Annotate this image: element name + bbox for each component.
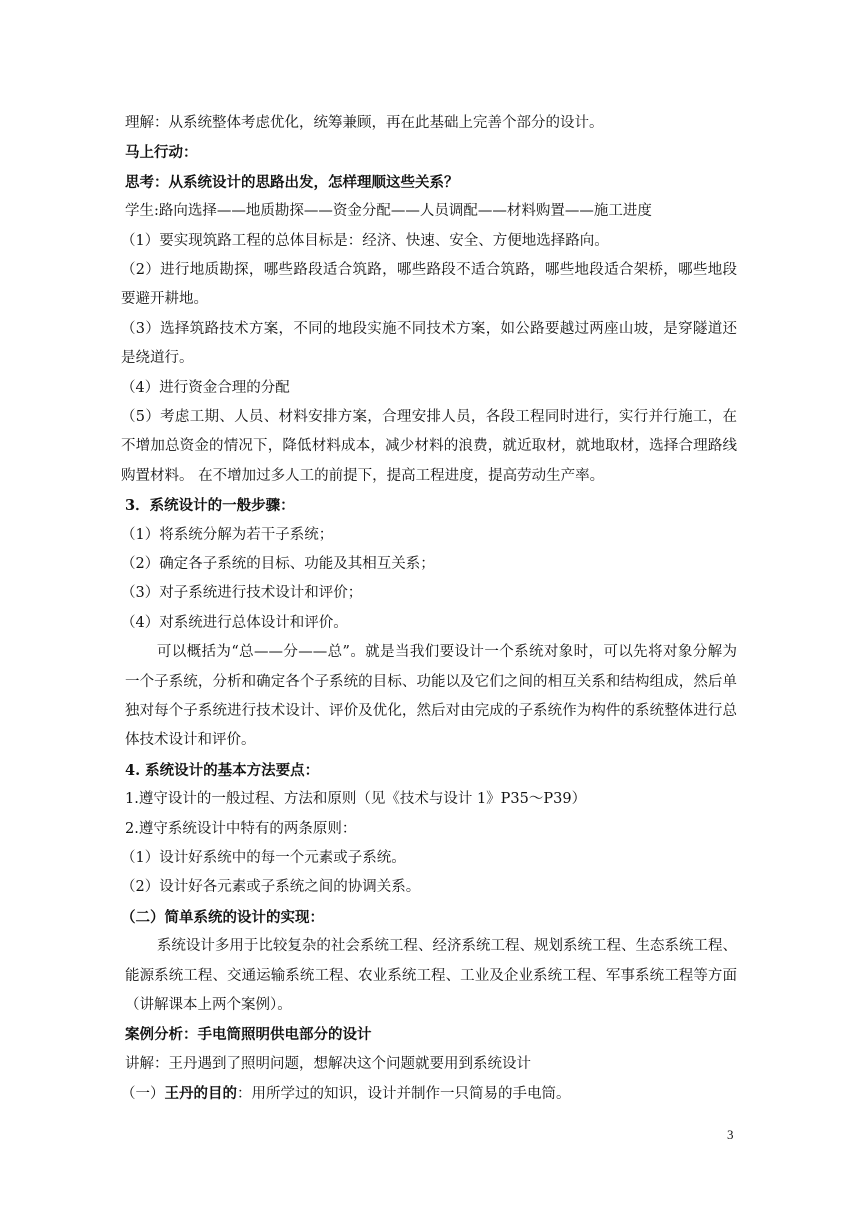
list-item: （4）进行资金合理的分配 xyxy=(121,379,290,396)
application-paragraph: 系统设计多用于比较复杂的社会系统工程、经济系统工程、规划系统工程、生态系统工程、能源系统工程、交通运输系统工程、农业系统工程、工业及企业系统工程、军事系统工程等方面（讲解课本上两个案例）。 xyxy=(125,938,737,1013)
subsection-heading: （二）简单系统的设计的实现： xyxy=(121,908,324,926)
goal-prefix: （一） xyxy=(121,1086,165,1103)
list-item: （5）考虑工期、人员、材料安排方案，合理安排人员，各段工程同时进行，实行并行施工，在不增加总资金的情况下，降低材料成本，减少材料的浪费，就近取材，就地取材，选择合理路线购置材料。 在不增加过多人工的前提下，提高工程进度，提高劳动生产率。 xyxy=(121,408,737,484)
document-body xyxy=(121,109,737,1109)
act-now-heading: 马上行动： xyxy=(125,144,198,162)
principle-item: （1）设计好系统中的每一个元素或子系统。 xyxy=(121,849,406,866)
case-analysis-heading: 案例分析：手电筒照明供电部分的设计 xyxy=(125,1026,372,1044)
principle-item: （2）设计好各元素或子系统之间的协调关系。 xyxy=(121,879,421,896)
step-item: （2）确定各子系统的目标、功能及其相互关系； xyxy=(121,555,435,572)
understanding-paragraph: 理解：从系统整体考虑优化，统筹兼顾，再在此基础上完善个部分的设计。 xyxy=(125,115,604,131)
student-flow-line: 学生:路向选择——地质勘探——资金分配——人员调配——材料购置——施工进度 xyxy=(125,203,652,220)
list-item: （3）选择筑路技术方案，不同的地段实施不同技术方案，如公路要越过两座山坡，是穿隧道还是绕道行。 xyxy=(121,320,737,367)
list-item: （1）要实现筑路工程的总体目标是：经济、快速、安全、方便地选择路向。 xyxy=(121,232,609,249)
method-point: 2.遵守系统设计中特有的两条原则： xyxy=(125,820,357,837)
goal-line xyxy=(121,1079,737,1108)
summary-paragraph: 可以概括为“总——分——总”。就是当我们要设计一个系统对象时，可以先将对象分解为一个子系统，分析和确定各个子系统的目标、功能以及它们之间的相互关系和结构组成，然后单独对每个子系统进行技术设计、评价及优化，然后对由完成的子系统作为构件的系统整体进行总体技术设计和评价。 xyxy=(125,644,737,749)
explanation-line: 讲解：王丹遇到了照明问题，想解决这个问题就要用到系统设计 xyxy=(125,1055,531,1072)
think-question: 思考：从系统设计的思路出发，怎样理顺这些关系？ xyxy=(125,173,459,191)
method-point: 1.遵守设计的一般过程、方法和原则（见《技术与设计 1》P35～P39） xyxy=(125,791,587,808)
page-number: 3 xyxy=(727,1127,734,1142)
goal-label: 王丹的目的 xyxy=(164,1085,237,1103)
step-item: （3）对子系统进行技术设计和评价； xyxy=(121,585,363,602)
section-heading-4: 4. 系统设计的基本方法要点： xyxy=(125,761,320,779)
step-item: （1）将系统分解为若干子系统； xyxy=(121,526,334,543)
goal-text: ：用所学过的知识，设计并制作一只简易的手电筒。 xyxy=(237,1086,571,1103)
section-heading-3: 3．系统设计的一般步骤： xyxy=(125,497,295,515)
step-item: （4）对系统进行总体设计和评价。 xyxy=(121,614,348,631)
list-item: （2）进行地质勘探，哪些路段适合筑路，哪些路段不适合筑路，哪些地段适合架桥，哪些地段要避开耕地。 xyxy=(121,261,737,308)
